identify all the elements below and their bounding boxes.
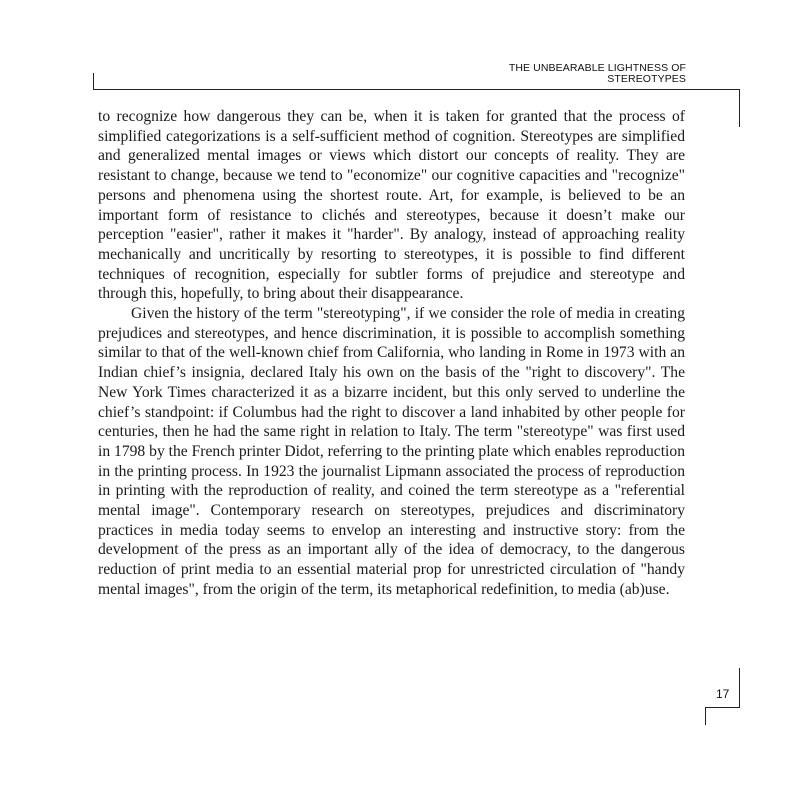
running-header-line-2: STEREOTYPES [607, 72, 686, 85]
footer-rule [705, 707, 740, 708]
footer-left-tick [705, 707, 706, 725]
paragraph-stereotyping-history: Given the history of the term "stereotyping", if we consider the role of media in creating prejudices and stereotypes, and hence discrimination, it is possible to accomplish something similar to that of the well-known chief from California, who landing in Rome in 1973 with an Indian chief’s insignia, declared Italy his own on the basis of the "right to discovery". The New York Times characterized it as a bizarre incident, but this only served to underline the chief’s standpoint: if Columbus had the right to discover a land inhabited by other people for centuries, then he had the same right in relation to Italy. The term "stereotype" was first used in 1798 by the French printer Didot, referring to the printing plate which enables reproduction in the printing process. In 1923 the journalist Lipmann associated the process of reproduction in printing with the reproduction of reality, and coined the term stereotype as a "referential mental image". Contemporary research on stereotypes, prejudices and discriminatory practices in media today seems to envelop an interesting and instructive story: from the development of the press as an important ally of the idea of democracy, to the dangerous reduction of print media to an essential material prop for unrestricted circulation of "handy mental images", from the origin of the term, its metaphorical redefinition, to media (ab)use. [98, 305, 685, 598]
running-header [509, 63, 686, 84]
running-header-line-1: THE UNBEARABLE LIGHTNESS OF [508, 62, 686, 74]
page-number: 17 [716, 687, 730, 701]
header-right-tick [739, 89, 740, 127]
paragraph-continued: to recognize how dangerous they can be, when it is taken for granted that the process of simplified categorizations is a self-sufficient method of cognition. Stereotypes are simplified and generalized mental images or views which distort our concepts of reality. They are resistant to change, because we tend to "economize" our cognitive capacities and "recognize" persons and phenomena using the shortest route. Art, for example, is believed to be an important form of resistance to clichés and stereotypes, because it doesn’t make our perception "easier", rather it makes it "harder". By analogy, instead of approaching reality mechanically and uncritically by resorting to stereotypes, it is possible to find different techniques of recognition, especially for subtler forms of prejudice and stereotype and through this, hopefully, to bring about their disappearance. [98, 108, 685, 303]
footer-right-tick [739, 668, 740, 708]
body-text [98, 107, 685, 600]
header-rule [93, 89, 740, 90]
header-left-tick [93, 73, 94, 90]
